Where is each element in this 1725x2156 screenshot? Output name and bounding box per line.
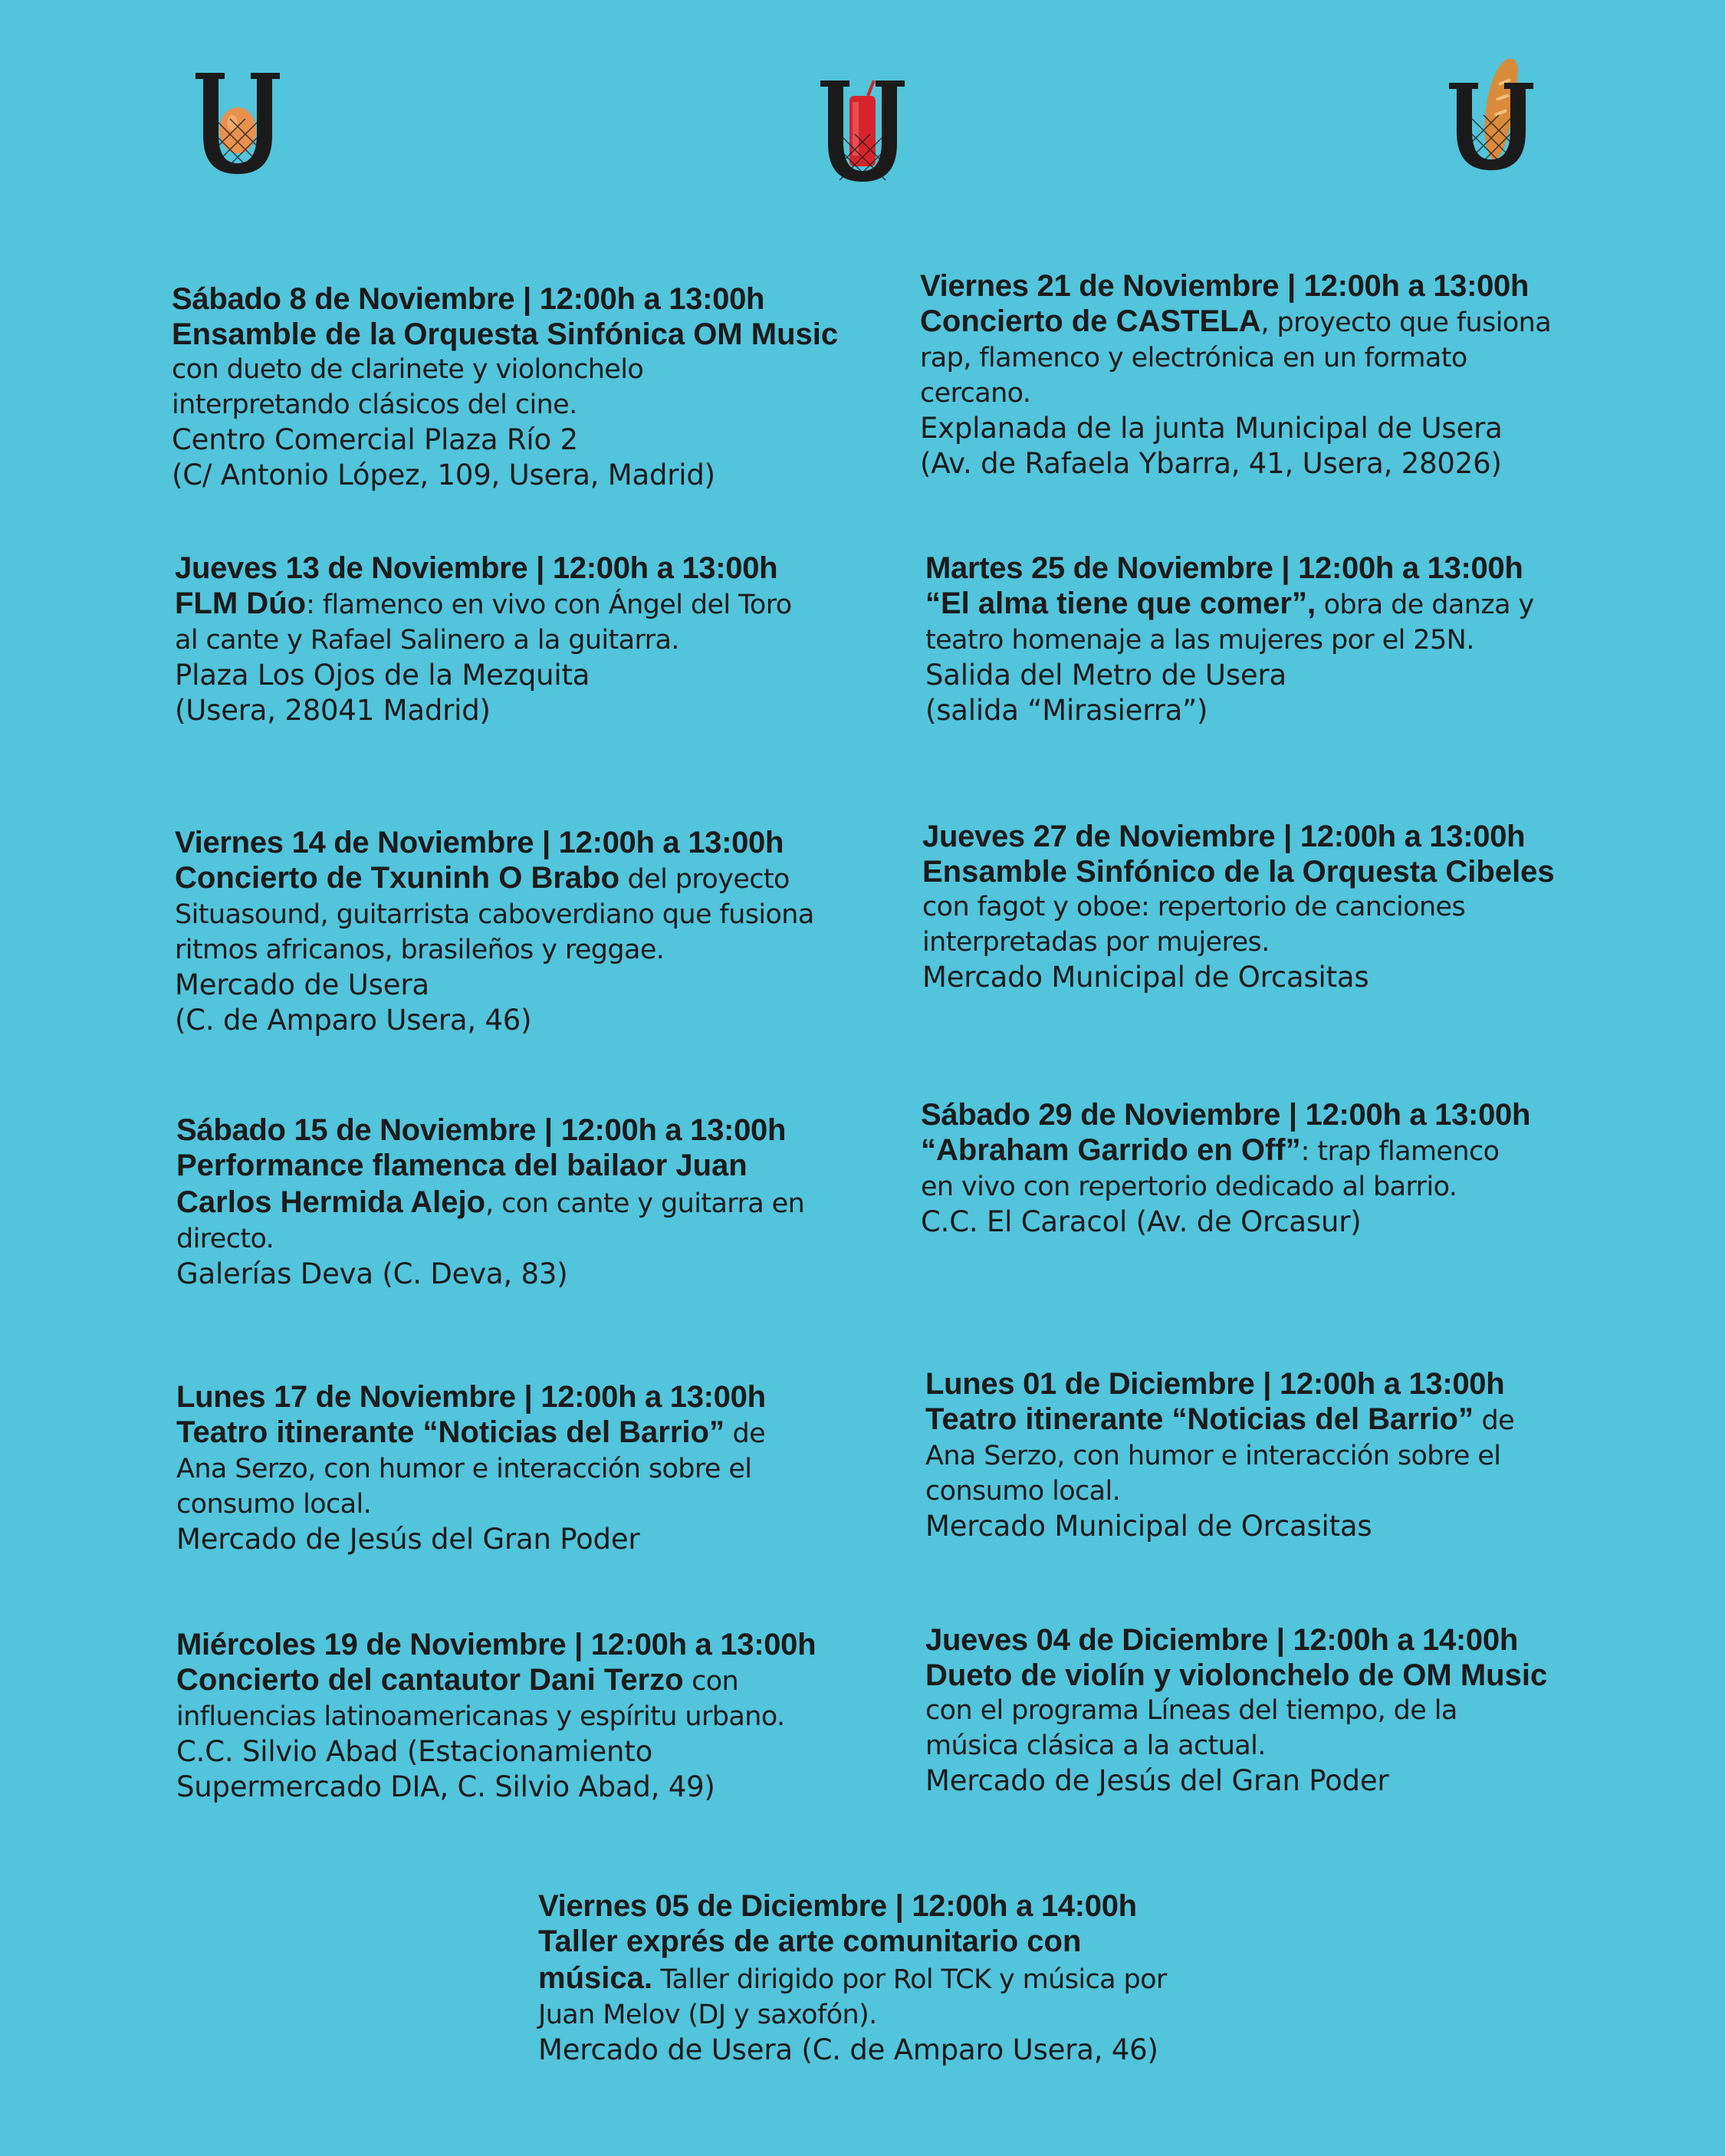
event-description: obra de danza y teatro homenaje a las mujeres por el 25N. bbox=[925, 590, 1534, 656]
event-title: Ensamble Sinfónico de la Orquesta Cibeles bbox=[922, 855, 1555, 889]
u-basket-soda-can-icon bbox=[797, 65, 928, 196]
event-date: Lunes 01 de Diciembre | 12:00h a 13:00h bbox=[925, 1367, 1505, 1401]
event-address: (Av. de Rafaela Ybarra, 41, Usera, 28026) bbox=[920, 447, 1502, 480]
event-date: Sábado 29 de Noviembre | 12:00h a 13:00h bbox=[921, 1098, 1531, 1132]
event-block bbox=[925, 1622, 1600, 1799]
event-description: , con cante y guitarra en directo. bbox=[176, 1188, 805, 1254]
event-venue: Galerías Deva (C. Deva, 83) bbox=[176, 1257, 568, 1290]
event-block bbox=[538, 1888, 1198, 2068]
event-description: con influencias latinoamericanas y espíritu urbano. bbox=[176, 1666, 785, 1732]
event-date: Jueves 13 de Noviembre | 12:00h a 13:00h bbox=[175, 551, 778, 585]
event-date: Sábado 8 de Noviembre | 12:00h a 13:00h bbox=[172, 282, 765, 316]
event-date: Lunes 17 de Noviembre | 12:00h a 13:00h bbox=[176, 1380, 766, 1414]
event-title: Dueto de violín y violonchelo de OM Music bbox=[925, 1658, 1548, 1692]
event-date: Sábado 15 de Noviembre | 12:00h a 13:00h bbox=[176, 1113, 787, 1147]
event-title: Ensamble de la Orquesta Sinfónica OM Music bbox=[172, 317, 839, 351]
event-block bbox=[176, 1379, 851, 1557]
event-venue: Plaza Los Ojos de la Mezquita bbox=[175, 659, 590, 692]
event-venue: Salida del Metro de Usera bbox=[925, 659, 1286, 692]
event-title: Teatro itinerante “Noticias del Barrio” bbox=[176, 1415, 724, 1449]
event-block bbox=[922, 819, 1597, 995]
event-venue: C.C. Silvio Abad (Estacionamiento bbox=[176, 1735, 653, 1768]
event-block bbox=[920, 268, 1595, 481]
event-description: de Ana Serzo, con humor e interacción sobre el consumo local. bbox=[925, 1405, 1515, 1507]
event-title: Concierto de Txuninh O Brabo bbox=[175, 861, 620, 895]
event-address: (Usera, 28041 Madrid) bbox=[175, 694, 491, 727]
event-date: Martes 25 de Noviembre | 12:00h a 13:00h bbox=[925, 551, 1523, 585]
event-title: FLM Dúo bbox=[175, 587, 307, 620]
event-venue: Mercado de Usera (C. de Amparo Usera, 46) bbox=[538, 2033, 1158, 2066]
event-block bbox=[175, 551, 849, 728]
event-title: Teatro itinerante “Noticias del Barrio” bbox=[925, 1402, 1474, 1436]
event-description: con fagot y oboe: repertorio de canciones interpretadas por mujeres. bbox=[922, 892, 1466, 958]
event-venue: Mercado de Jesús del Gran Poder bbox=[176, 1523, 640, 1556]
event-block bbox=[925, 551, 1600, 728]
event-block bbox=[176, 1113, 851, 1292]
event-venue: Explanada de la junta Municipal de Usera bbox=[920, 412, 1503, 445]
event-title: Concierto de CASTELA bbox=[920, 304, 1261, 338]
event-venue: Mercado de Usera bbox=[175, 968, 429, 1001]
event-date: Viernes 21 de Noviembre | 12:00h a 13:00h bbox=[920, 269, 1530, 303]
event-block bbox=[921, 1097, 1595, 1240]
event-description: : trap flamenco en vivo con repertorio dedicado al barrio. bbox=[921, 1136, 1500, 1202]
event-venue: Mercado Municipal de Orcasitas bbox=[922, 961, 1369, 994]
event-description: con dueto de clarinete y violonchelo interpretando clásicos del cine. bbox=[172, 354, 644, 420]
event-description: , proyecto que fusiona rap, flamenco y electrónica en un formato cercano. bbox=[920, 307, 1552, 409]
event-description: Taller dirigido por Rol TCK y música por Juan Melov (DJ y saxofón). bbox=[538, 1964, 1167, 2030]
event-address: (salida “Mirasierra”) bbox=[925, 694, 1208, 727]
event-venue: Mercado de Jesús del Gran Poder bbox=[925, 1764, 1389, 1797]
event-date: Jueves 27 de Noviembre | 12:00h a 13:00h bbox=[922, 820, 1526, 853]
u-basket-bread-icon bbox=[1426, 54, 1556, 184]
event-date: Viernes 14 de Noviembre | 12:00h a 13:00h bbox=[175, 826, 784, 859]
event-description: : flamenco en vivo con Ángel del Toro al cante y Rafael Salinero a la guitarra. bbox=[175, 590, 792, 656]
event-date: Viernes 05 de Diciembre | 12:00h a 14:00h bbox=[538, 1889, 1137, 1923]
event-address: (C/ Antonio López, 109, Usera, Madrid) bbox=[172, 458, 715, 491]
event-venue: C.C. El Caracol (Av. de Orcasur) bbox=[921, 1205, 1362, 1238]
event-venue: Mercado Municipal de Orcasitas bbox=[925, 1510, 1372, 1543]
event-description: con el programa Líneas del tiempo, de la música clásica a la actual. bbox=[925, 1695, 1457, 1761]
event-block bbox=[925, 1366, 1600, 1544]
event-description: de Ana Serzo, con humor e interacción sobre el consumo local. bbox=[176, 1418, 766, 1520]
event-date: Jueves 04 de Diciembre | 12:00h a 14:00h bbox=[925, 1623, 1518, 1657]
u-basket-egg-icon bbox=[172, 58, 303, 188]
event-address: Supermercado DIA, C. Silvio Abad, 49) bbox=[176, 1770, 715, 1803]
event-title: Taller exprés de arte comunitario con música. bbox=[538, 1924, 1082, 1995]
event-date: Miércoles 19 de Noviembre | 12:00h a 13:00h bbox=[176, 1628, 816, 1661]
event-title: “Abraham Garrido en Off” bbox=[921, 1133, 1301, 1167]
event-venue: Centro Comercial Plaza Río 2 bbox=[172, 423, 578, 456]
event-block bbox=[175, 825, 849, 1038]
event-title: “El alma tiene que comer”, bbox=[925, 587, 1316, 620]
event-title: Performance flamenca del bailaor Juan Carlos Hermida Alejo bbox=[176, 1149, 748, 1219]
event-description: del proyecto Situasound, guitarrista caboverdiano que fusiona ritmos africanos, brasileños y reggae. bbox=[175, 864, 814, 965]
event-block bbox=[176, 1627, 851, 1805]
event-title: Concierto del cantautor Dani Terzo bbox=[176, 1663, 684, 1697]
event-address: (C. de Amparo Usera, 46) bbox=[175, 1004, 532, 1037]
event-block bbox=[172, 281, 846, 493]
